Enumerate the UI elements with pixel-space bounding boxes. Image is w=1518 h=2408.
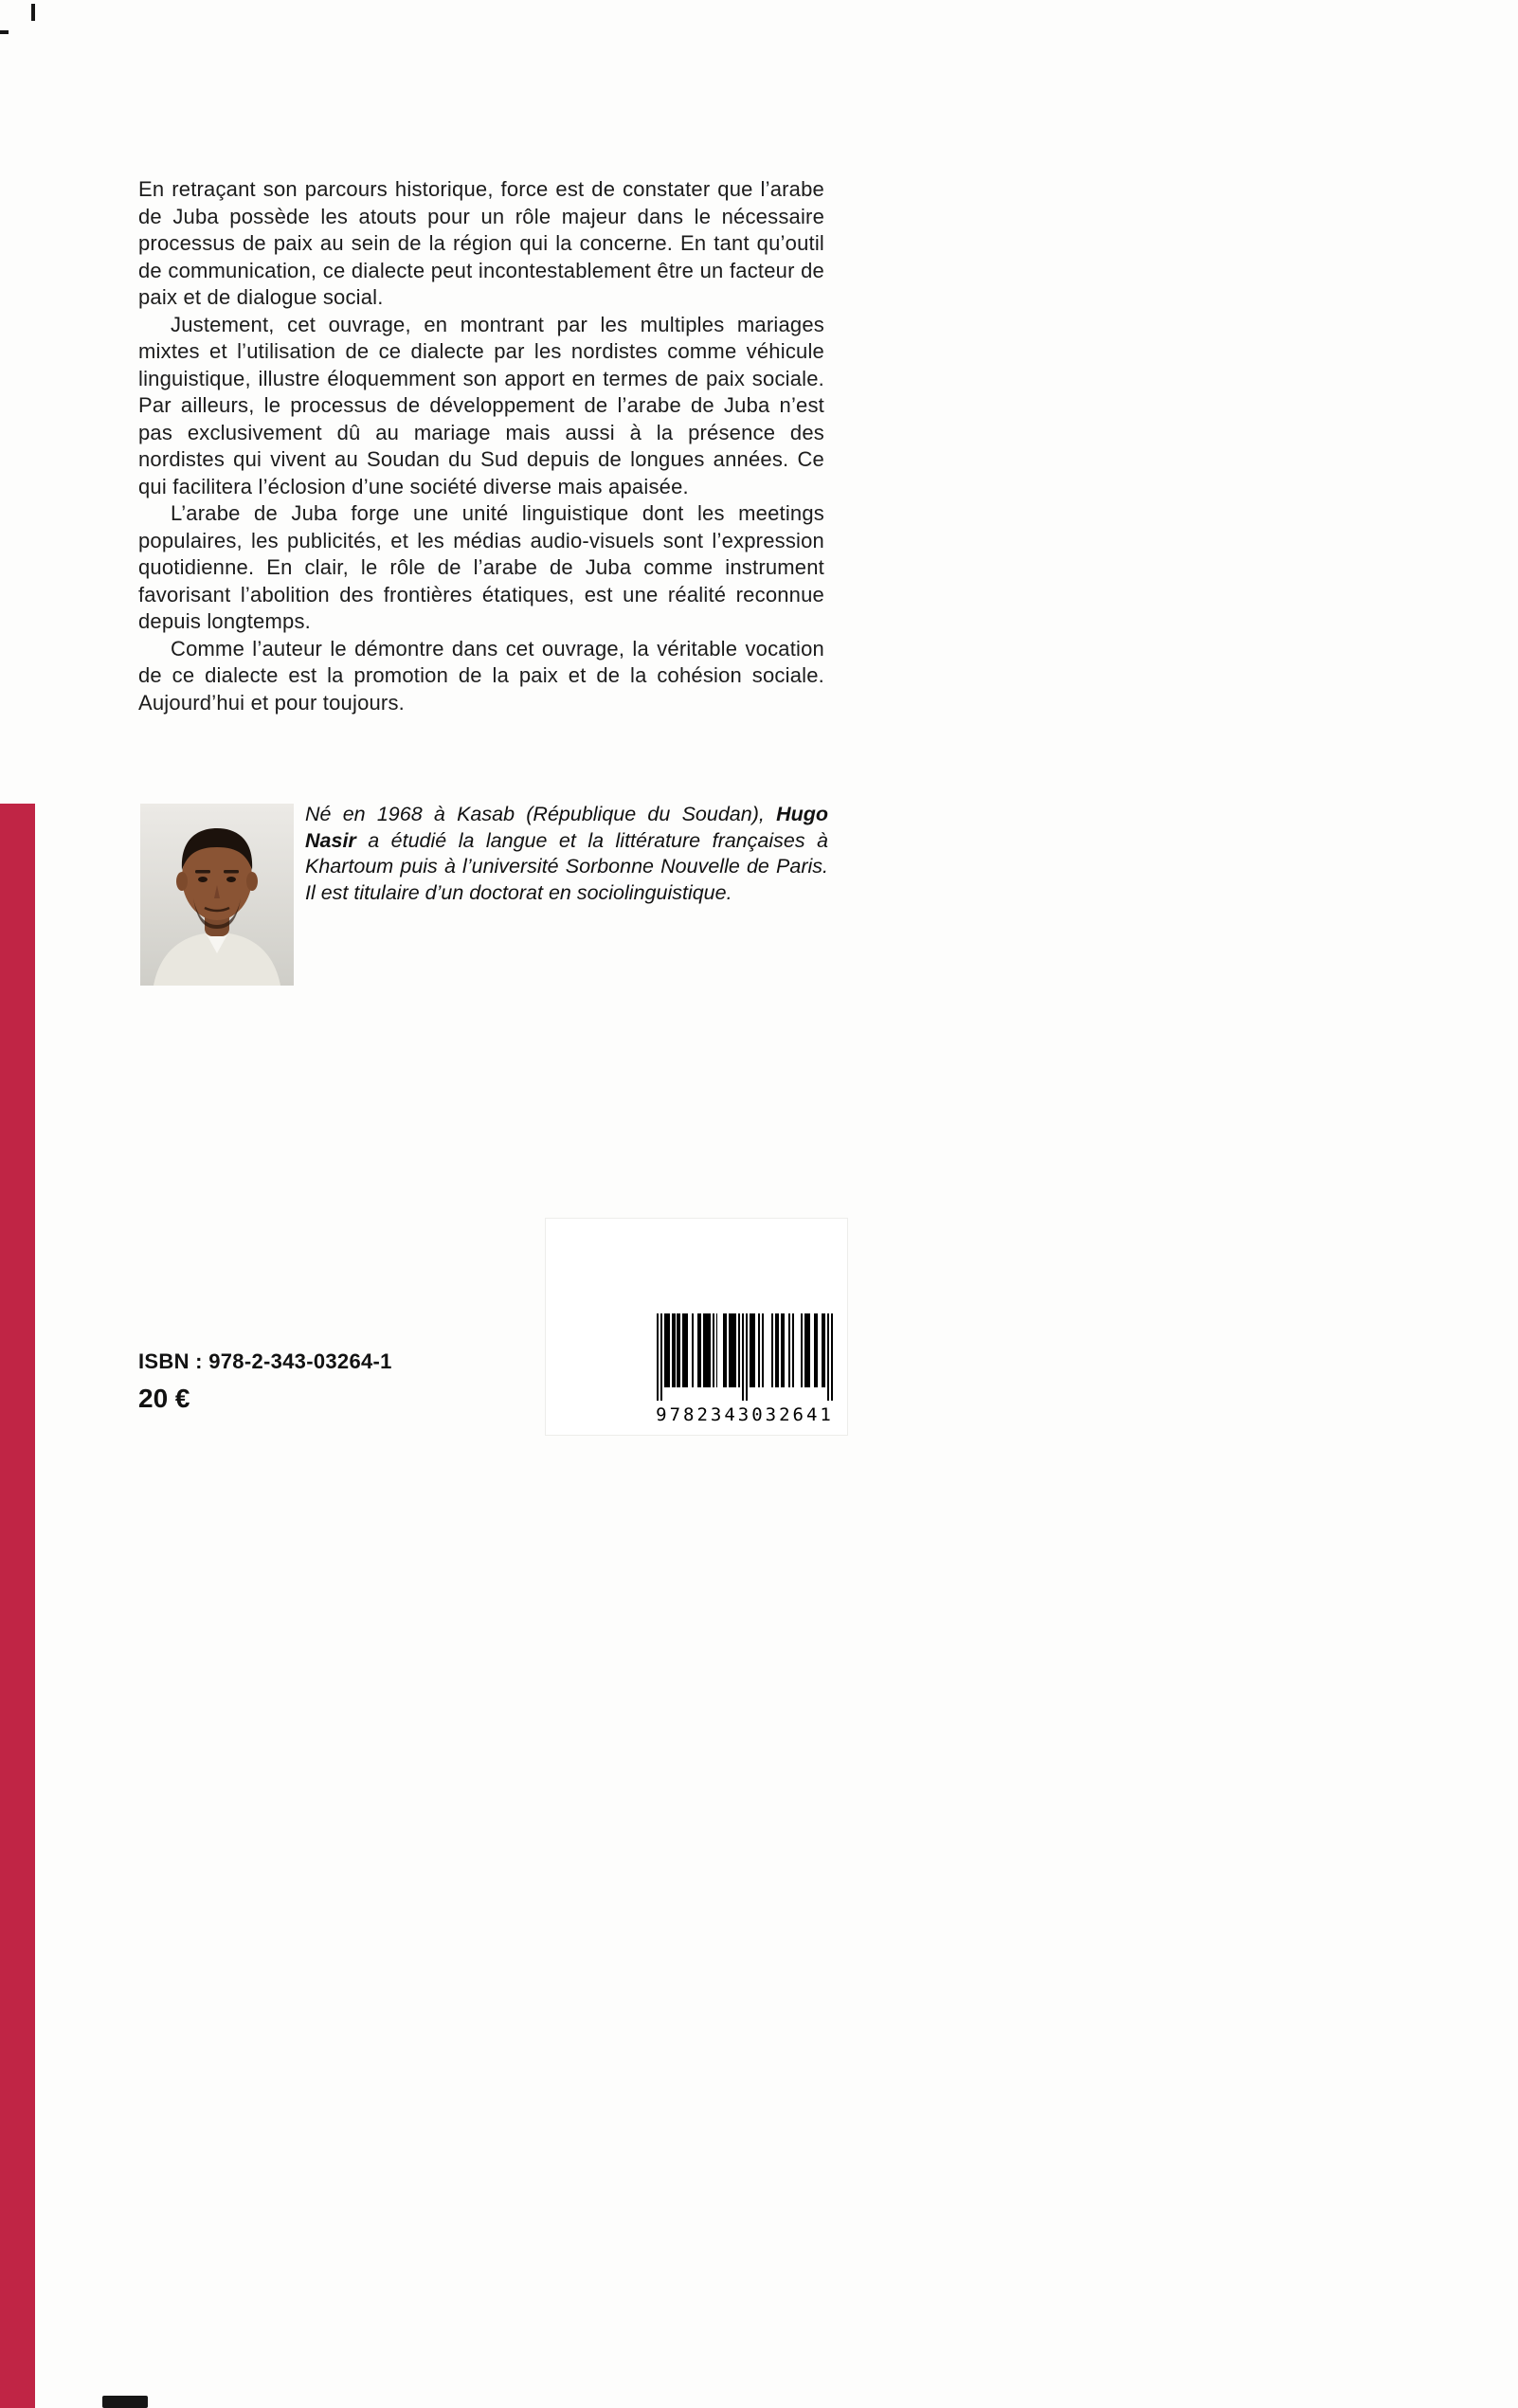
barcode-number: 9782343032641: [656, 1404, 834, 1425]
barcode-bar: [703, 1313, 711, 1387]
blurb-paragraph-4: Comme l’auteur le démontre dans cet ouvrage, la véritable vocation de ce dialecte est la promotion de la paix et de la cohésion sociale. Aujourd’hui et pour toujours.: [138, 636, 824, 715]
author-bio-suffix: a étudié la langue et la littérature françaises à Khartoum puis à l’université Sorbonne Nouvelle de Paris. Il est titulaire d’un doctorat en sociolinguistique.: [305, 828, 828, 904]
spine-accent-stripe: [0, 804, 35, 2408]
price-text: 20 €: [138, 1384, 190, 1413]
author-name: Hugo Nasir: [305, 803, 828, 852]
author-bio: [305, 802, 828, 906]
crop-mark-top-icon: [31, 4, 35, 21]
barcode-bar: [764, 1313, 771, 1387]
author-bio-prefix: Né en 1968 à Kasab (République du Soudan),: [305, 803, 777, 825]
blurb: [138, 176, 824, 716]
barcode-bar: [794, 1313, 802, 1387]
blurb-paragraph-1: En retraçant son parcours historique, force est de constater que l’arabe de Juba possède les atouts pour un rôle majeur dans le nécessaire processus de paix au sein de la région qui la concerne. En tant qu’outil de communication, ce dialecte peut incontestablement être un facteur de paix et de dialogue social.: [138, 177, 824, 309]
author-photo: [140, 804, 294, 986]
isbn-text: ISBN : 978-2-343-03264-1: [138, 1349, 392, 1373]
barcode-bars: [657, 1313, 833, 1401]
portrait-icon: [140, 804, 294, 986]
crop-mark-left-icon: [0, 30, 9, 34]
barcode-panel: [546, 1219, 847, 1435]
blurb-paragraph-3: L’arabe de Juba forge une unité linguistique dont les meetings populaires, les publicités, et les médias audio-visuels sont l’expression quotidienne. En clair, le rôle de l’arabe de Juba comme instrument favorisant l’abolition des frontières étatiques, est une réalité reconnue depuis longtemps.: [138, 501, 824, 633]
barcode-bar: [729, 1313, 736, 1387]
barcode-bar: [831, 1313, 833, 1401]
print-mark-bottom-icon: [102, 2396, 148, 2408]
blurb-paragraph-2: Justement, cet ouvrage, en montrant par les multiples mariages mixtes et l’utilisation de ce dialecte par les nordistes comme véhicule linguistique, illustre éloquemment son apport en termes de paix sociale. Par ailleurs, le processus de développement de l’arabe de Juba n’est pas exclusivement dû au mariage mais aussi à la présence des nordistes qui vivent au Soudan du Sud depuis de longues années. Ce qui facilitera l’éclosion d’une société diverse mais apaisée.: [138, 312, 824, 498]
